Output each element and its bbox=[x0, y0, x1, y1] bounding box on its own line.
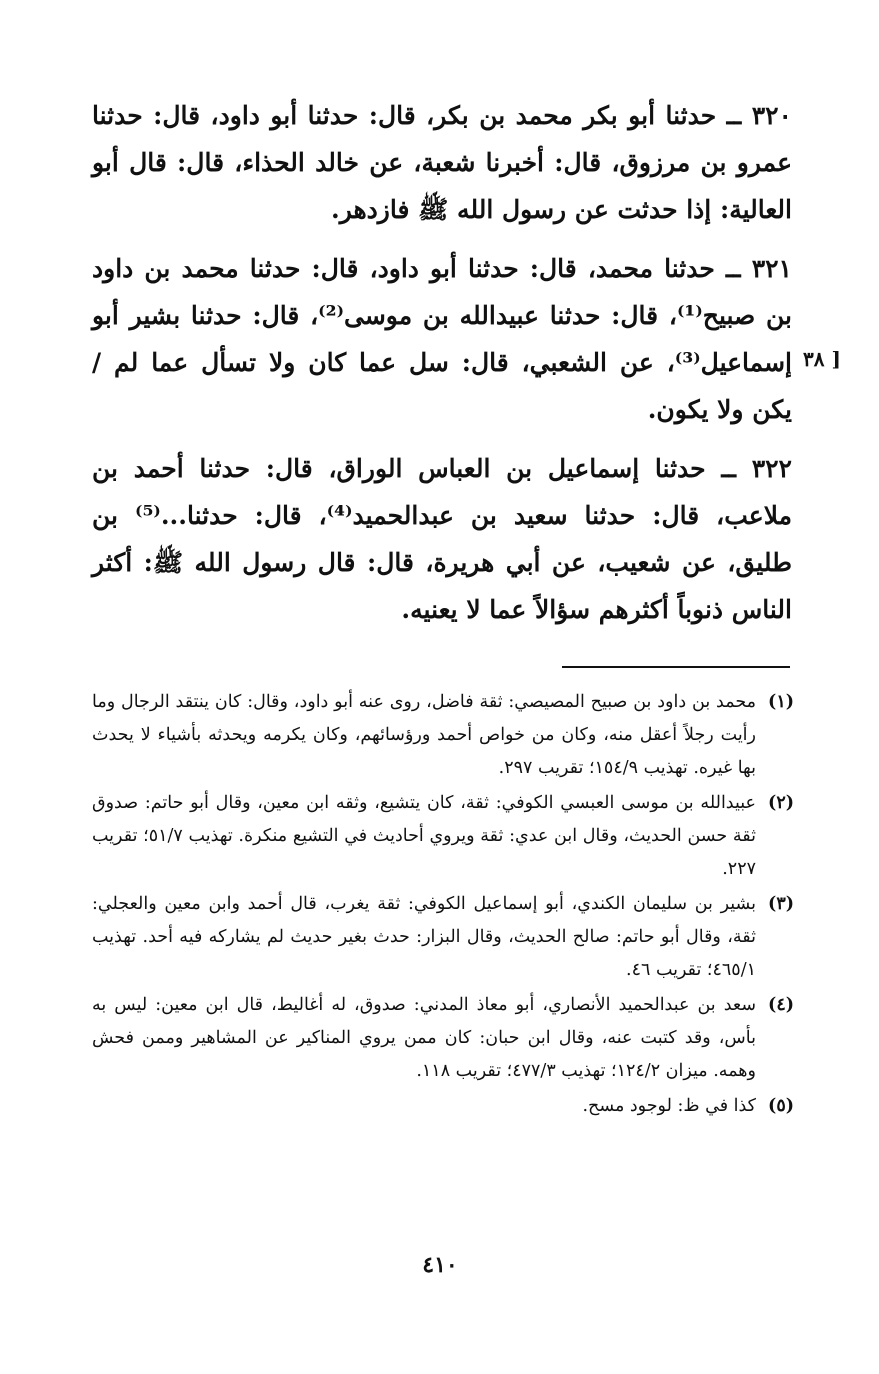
footnote-3 bbox=[92, 888, 794, 987]
hadith-number: ٣٢١ bbox=[751, 254, 792, 283]
hadith-321 bbox=[92, 245, 792, 433]
hadith-322 bbox=[92, 445, 792, 633]
hadith-text: ــ حدثنا إسماعيل بن العباس الوراق، قال: حدثنا أحمد بن ملاعب، قال: حدثنا سعيد بن عبدالحميد⁽⁴⁾، قال: حدثنا...⁽⁵⁾ بن طليق، عن شعيب، عن أبي هريرة، قال: قال رسول الله ﷺ: أكثر الناس ذنوباً أكثرهم سؤالاً عما لا يعنيه. bbox=[92, 454, 793, 624]
footnote-number: (٥) bbox=[768, 1096, 794, 1116]
footnote-separator bbox=[562, 666, 790, 668]
footnotes bbox=[92, 686, 794, 1125]
footnote-text: عبيدالله بن موسى العبسي الكوفي: ثقة، كان يتشيع، وثقه ابن معين، وقال أبو حاتم: صدوق ثقة حسن الحديث، وقال ابن عدي: ثقة ويروي أحاديث في التشيع منكرة. تهذيب ٥١/٧؛ تقريب ٢٢٧. bbox=[92, 793, 757, 879]
footnote-2 bbox=[92, 787, 794, 886]
hadith-text: ــ حدثنا أبو بكر محمد بن بكر، قال: حدثنا أبو داود، قال: حدثنا عمرو بن مرزوق، قال: أخبرنا شعبة، عن خالد الحذاء، قال: قال أبو العالية: إذا حدثت عن رسول الله ﷺ فازدهر. bbox=[92, 101, 792, 224]
footnote-number: (٣) bbox=[768, 894, 794, 914]
footnote-number: (١) bbox=[768, 692, 794, 712]
footnote-1 bbox=[92, 686, 794, 785]
footnote-text: كذا في ظ: لوجود مسح. bbox=[582, 1096, 756, 1116]
main-text-body bbox=[92, 92, 792, 645]
hadith-number: ٣٢٠ bbox=[751, 101, 792, 130]
footnote-text: محمد بن داود بن صبيح المصيصي: ثقة فاضل، روى عنه أبو داود، وقال: كان ينتقد الرجال وما رأيت رجلاً أعقل منه، وكان من خواص أحمد ورؤسائهم، وكان يكرمه ويحدثه بأشياء لا يحدث بها غيره. تهذيب ١٥٤/٩؛ تقريب ٢٩٧. bbox=[92, 692, 756, 778]
footnote-text: سعد بن عبدالحميد الأنصاري، أبو معاذ المدني: صدوق، له أغاليط، قال ابن معين: ليس به بأس، وقد كتبت عنه، وقال ابن حبان: كان ممن يروي المناكير عن المشاهير وممن فحش وهمه. ميزان ١٢٤/٢؛ تهذيب ٤٧٧/٣؛ تقريب ١١٨. bbox=[92, 995, 756, 1081]
page-number: ٤١٠ bbox=[422, 1252, 458, 1278]
footnote-number: (٤) bbox=[768, 995, 794, 1015]
footnote-5 bbox=[92, 1090, 794, 1123]
hadith-number: ٣٢٢ bbox=[751, 454, 792, 483]
footnote-4 bbox=[92, 989, 794, 1088]
footnote-text: بشير بن سليمان الكندي، أبو إسماعيل الكوفي: ثقة يغرب، قال أحمد وابن معين والعجلي: ثقة، وقال أبو حاتم: صالح الحديث، وقال البزار: حدث بغير حديث لم يشاركه فيه أحد. تهذيب ٤٦٥/١؛ تقريب ٤٦. bbox=[92, 894, 756, 980]
hadith-320 bbox=[92, 92, 792, 233]
hadith-text: ــ حدثنا محمد، قال: حدثنا أبو داود، قال: حدثنا محمد بن داود بن صبيح⁽¹⁾، قال: حدثنا عبيدالله بن موسى⁽²⁾، قال: حدثنا بشير أبو إسماعيل⁽³⁾، عن الشعبي، قال: سل عما كان ولا تسأل عما لم / يكن ولا يكون. bbox=[92, 254, 793, 424]
footnote-number: (٢) bbox=[768, 793, 794, 813]
manuscript-folio-marker: [ ٣٨ bbox=[803, 347, 841, 371]
